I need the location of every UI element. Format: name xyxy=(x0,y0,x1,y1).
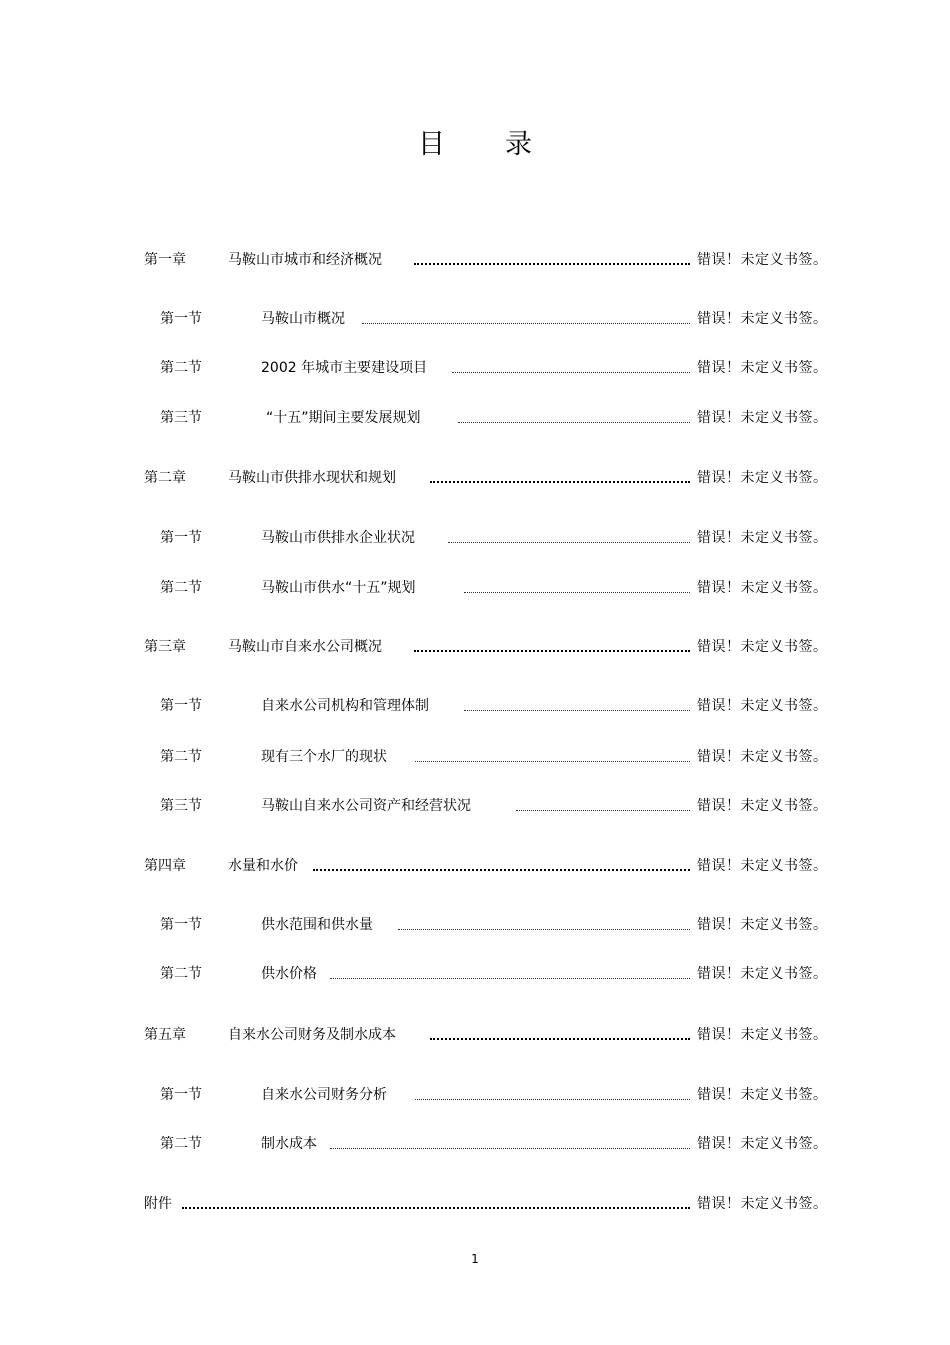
toc-page-reference: 错误！未定义书签。 xyxy=(697,749,828,765)
toc-entry-number: 第二节 xyxy=(160,966,202,982)
toc-entry-number: 第一节 xyxy=(160,1087,202,1103)
toc-section-row[interactable] xyxy=(0,1133,950,1155)
toc-entry-title: 马鞍山市自来水公司概况 xyxy=(228,639,382,655)
toc-entry-title: 马鞍山市供排水企业状况 xyxy=(261,530,415,546)
toc-chapter-row[interactable] xyxy=(0,1024,950,1046)
toc-page-reference: 错误！未定义书签。 xyxy=(697,252,828,268)
toc-dot-leader xyxy=(415,746,690,768)
toc-entry-number: 附件 xyxy=(144,1196,172,1212)
toc-page-reference: 错误！未定义书签。 xyxy=(697,858,828,874)
toc-dot-leader xyxy=(182,1193,690,1215)
toc-entry-title: 供水范围和供水量 xyxy=(261,917,373,933)
toc-page-reference: 错误！未定义书签。 xyxy=(697,360,828,376)
toc-entry-title: 制水成本 xyxy=(261,1136,317,1152)
toc-entry-number: 第二节 xyxy=(160,360,202,376)
title-char-2: 录 xyxy=(505,129,532,160)
toc-entry-title: 马鞍山市供排水现状和规划 xyxy=(228,470,396,486)
toc-page-reference: 错误！未定义书签。 xyxy=(697,917,828,933)
toc-dot-leader xyxy=(430,467,690,489)
toc-dot-leader xyxy=(464,695,690,717)
toc-appendix-row[interactable] xyxy=(0,1193,950,1215)
toc-page-reference: 错误！未定义书签。 xyxy=(697,311,828,327)
toc-page-reference: 错误！未定义书签。 xyxy=(697,530,828,546)
toc-entry-number: 第三章 xyxy=(144,639,186,655)
toc-entry-number: 第一节 xyxy=(160,698,202,714)
toc-page-reference: 错误！未定义书签。 xyxy=(697,966,828,982)
toc-entry-number: 第四章 xyxy=(144,858,186,874)
toc-section-row[interactable] xyxy=(0,746,950,768)
toc-entry-number: 第三节 xyxy=(160,798,202,814)
toc-entry-number: 第二章 xyxy=(144,470,186,486)
toc-dot-leader xyxy=(414,636,690,658)
toc-chapter-row[interactable] xyxy=(0,467,950,489)
toc-chapter-row[interactable] xyxy=(0,855,950,877)
toc-section-row[interactable] xyxy=(0,1084,950,1106)
toc-page-reference: 错误！未定义书签。 xyxy=(697,1087,828,1103)
toc-page-reference: 错误！未定义书签。 xyxy=(697,1136,828,1152)
toc-entry-number: 第二节 xyxy=(160,580,202,596)
toc-entry-title: 马鞍山市供水“十五”规划 xyxy=(261,580,416,596)
toc-entry-title: 马鞍山自来水公司资产和经营状况 xyxy=(261,798,471,814)
toc-entry-title: 马鞍山市城市和经济概况 xyxy=(228,252,382,268)
toc-entry-title: 自来水公司财务及制水成本 xyxy=(228,1027,396,1043)
toc-chapter-row[interactable] xyxy=(0,249,950,271)
toc-dot-leader xyxy=(330,963,690,985)
toc-dot-leader xyxy=(430,1024,690,1046)
toc-section-row[interactable] xyxy=(0,527,950,549)
toc-entry-title: “十五”期间主要发展规划 xyxy=(266,410,421,426)
toc-dot-leader xyxy=(448,527,690,549)
toc-dot-leader xyxy=(516,795,690,817)
toc-page-reference: 错误！未定义书签。 xyxy=(697,410,828,426)
toc-dot-leader xyxy=(415,1084,690,1106)
toc-entry-number: 第一节 xyxy=(160,530,202,546)
toc-entry-title: 2002 年城市主要建设项目 xyxy=(261,360,428,376)
toc-entry-title: 水量和水价 xyxy=(228,858,298,874)
toc-page-reference: 错误！未定义书签。 xyxy=(697,698,828,714)
toc-page-reference: 错误！未定义书签。 xyxy=(697,1027,828,1043)
toc-dot-leader xyxy=(362,308,690,330)
toc-dot-leader xyxy=(414,249,690,271)
toc-entry-title: 供水价格 xyxy=(261,966,317,982)
toc-entry-number: 第一章 xyxy=(144,252,186,268)
page-number: 1 xyxy=(471,1252,479,1266)
title-char-1: 目 xyxy=(418,129,445,160)
toc-dot-leader xyxy=(452,357,690,379)
toc-section-row[interactable] xyxy=(0,357,950,379)
toc-entry-title: 自来水公司机构和管理体制 xyxy=(261,698,429,714)
toc-entry-number: 第一节 xyxy=(160,917,202,933)
toc-entry-title: 马鞍山市概况 xyxy=(261,311,345,327)
toc-page-reference: 错误！未定义书签。 xyxy=(697,798,828,814)
toc-entry-title: 自来水公司财务分析 xyxy=(261,1087,387,1103)
toc-entry-number: 第五章 xyxy=(144,1027,186,1043)
toc-section-row[interactable] xyxy=(0,914,950,936)
toc-entry-number: 第一节 xyxy=(160,311,202,327)
toc-entry-number: 第二节 xyxy=(160,1136,202,1152)
toc-chapter-row[interactable] xyxy=(0,636,950,658)
toc-page-reference: 错误！未定义书签。 xyxy=(697,639,828,655)
toc-dot-leader xyxy=(458,407,690,429)
toc-page-reference: 错误！未定义书签。 xyxy=(697,1196,828,1212)
toc-dot-leader xyxy=(464,577,690,599)
toc-dot-leader xyxy=(330,1133,690,1155)
toc-section-row[interactable] xyxy=(0,963,950,985)
toc-page-reference: 错误！未定义书签。 xyxy=(697,470,828,486)
toc-section-row[interactable] xyxy=(0,695,950,717)
toc-dot-leader xyxy=(398,914,690,936)
toc-section-row[interactable] xyxy=(0,308,950,330)
toc-section-row[interactable] xyxy=(0,407,950,429)
toc-section-row[interactable] xyxy=(0,577,950,599)
toc-page-reference: 错误！未定义书签。 xyxy=(697,580,828,596)
toc-dot-leader xyxy=(313,855,690,877)
toc-section-row[interactable] xyxy=(0,795,950,817)
toc-entry-title: 现有三个水厂的现状 xyxy=(261,749,387,765)
toc-entry-number: 第二节 xyxy=(160,749,202,765)
toc-entry-number: 第三节 xyxy=(160,410,202,426)
